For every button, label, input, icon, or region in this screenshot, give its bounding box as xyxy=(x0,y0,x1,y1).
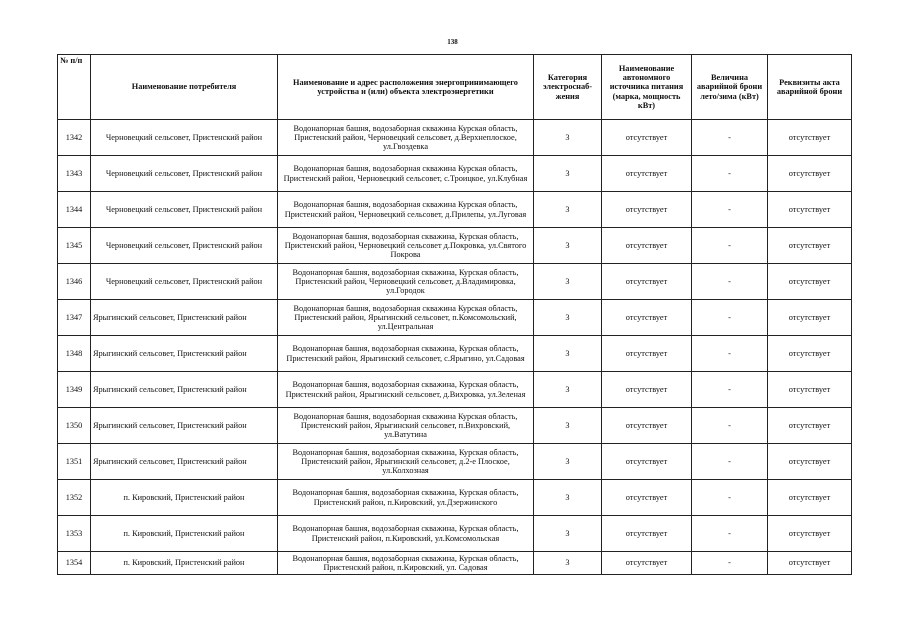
cell-source: отсутствует xyxy=(602,444,692,480)
cell-consumer: Ярыгинский сельсовет, Пристенский район xyxy=(91,408,278,444)
cell-address: Водонапорная башня, водозаборная скважина Курская область, Пристенский район, Черновецкий сельсовет, д.Прилепы, ул.Луговая xyxy=(278,192,534,228)
cell-consumer: п. Кировский, Пристенский район xyxy=(91,516,278,552)
header-num: № п/п xyxy=(58,55,91,120)
cell-value: - xyxy=(692,444,768,480)
cell-source: отсутствует xyxy=(602,552,692,575)
cell-category: 3 xyxy=(534,444,602,480)
table-row xyxy=(58,552,852,575)
cell-category: 3 xyxy=(534,156,602,192)
cell-num: 1347 xyxy=(58,300,91,336)
table-row xyxy=(58,408,852,444)
cell-address: Водонапорная башня, водозаборная скважина, Курская область, Пристенский район, Черновецкий сельсовет, д.Владимировка, ул.Городок xyxy=(278,264,534,300)
cell-num: 1354 xyxy=(58,552,91,575)
cell-num: 1351 xyxy=(58,444,91,480)
header-requisites: Реквизиты акта аварийной брони xyxy=(768,55,852,120)
cell-requisites: отсутствует xyxy=(768,300,852,336)
cell-requisites: отсутствует xyxy=(768,264,852,300)
cell-address: Водонапорная башня, водозаборная скважина, Курская область, Пристенский район, Черновецкий сельсовет д.Покровка, ул.Святого Покрова xyxy=(278,228,534,264)
cell-address: Водонапорная башня, водозаборная скважина Курская область, Пристенский район, Черновецкий сельсовет, д.Верхнеплоское, ул.Гвоздевка xyxy=(278,120,534,156)
cell-category: 3 xyxy=(534,300,602,336)
cell-category: 3 xyxy=(534,120,602,156)
cell-num: 1345 xyxy=(58,228,91,264)
cell-requisites: отсутствует xyxy=(768,336,852,372)
cell-requisites: отсутствует xyxy=(768,228,852,264)
cell-source: отсутствует xyxy=(602,336,692,372)
cell-consumer: Черновецкий сельсовет, Пристенский район xyxy=(91,120,278,156)
cell-num: 1348 xyxy=(58,336,91,372)
cell-value: - xyxy=(692,120,768,156)
cell-requisites: отсутствует xyxy=(768,516,852,552)
header-value: Величина аварийной брони лето/зима (кВт) xyxy=(692,55,768,120)
cell-num: 1352 xyxy=(58,480,91,516)
cell-consumer: Ярыгинский сельсовет, Пристенский район xyxy=(91,372,278,408)
header-consumer: Наименование потребителя xyxy=(91,55,278,120)
cell-source: отсутствует xyxy=(602,480,692,516)
cell-value: - xyxy=(692,264,768,300)
energy-reserve-table xyxy=(57,54,852,575)
table-row xyxy=(58,300,852,336)
table-row xyxy=(58,156,852,192)
table-row xyxy=(58,336,852,372)
cell-address: Водонапорная башня, водозаборная скважина, Курская область, Пристенский район, п.Кировский, ул.Комсомольская xyxy=(278,516,534,552)
cell-category: 3 xyxy=(534,192,602,228)
cell-value: - xyxy=(692,228,768,264)
cell-value: - xyxy=(692,300,768,336)
cell-requisites: отсутствует xyxy=(768,480,852,516)
cell-category: 3 xyxy=(534,336,602,372)
cell-consumer: п. Кировский, Пристенский район xyxy=(91,480,278,516)
cell-source: отсутствует xyxy=(602,300,692,336)
cell-address: Водонапорная башня, водозаборная скважина, Курская область, Пристенский район, Ярыгинский сельсовет, с.Ярыгино, ул.Садовая xyxy=(278,336,534,372)
cell-consumer: Черновецкий сельсовет, Пристенский район xyxy=(91,228,278,264)
table-header-row xyxy=(58,55,852,120)
table-row xyxy=(58,516,852,552)
cell-consumer: Ярыгинский сельсовет, Пристенский район xyxy=(91,300,278,336)
cell-requisites: отсутствует xyxy=(768,120,852,156)
cell-source: отсутствует xyxy=(602,192,692,228)
cell-num: 1342 xyxy=(58,120,91,156)
cell-address: Водонапорная башня, водозаборная скважина, Курская область, Пристенский район, п.Кировский, ул. Садовая xyxy=(278,552,534,575)
header-address: Наименование и адрес расположения энергопринимающего устройства и (или) объекта электроэнергетики xyxy=(278,55,534,120)
cell-source: отсутствует xyxy=(602,120,692,156)
cell-value: - xyxy=(692,408,768,444)
cell-address: Водонапорная башня, водозаборная скважина, Курская область, Пристенский район, Ярыгинский сельсовет, д.2-е Плоское, ул.Колхозная xyxy=(278,444,534,480)
cell-consumer: Ярыгинский сельсовет, Пристенский район xyxy=(91,444,278,480)
table-row xyxy=(58,264,852,300)
header-category: Категория электроснаб-жения xyxy=(534,55,602,120)
cell-num: 1353 xyxy=(58,516,91,552)
cell-source: отсутствует xyxy=(602,408,692,444)
cell-source: отсутствует xyxy=(602,372,692,408)
cell-address: Водонапорная башня, водозаборная скважина Курская область, Пристенский район, Ярыгинский сельсовет, п.Вихровский, ул.Ватутина xyxy=(278,408,534,444)
cell-consumer: Ярыгинский сельсовет, Пристенский район xyxy=(91,336,278,372)
table-row xyxy=(58,192,852,228)
cell-value: - xyxy=(692,372,768,408)
cell-category: 3 xyxy=(534,480,602,516)
cell-category: 3 xyxy=(534,264,602,300)
cell-category: 3 xyxy=(534,552,602,575)
table-row xyxy=(58,444,852,480)
cell-consumer: Черновецкий сельсовет, Пристенский район xyxy=(91,156,278,192)
cell-value: - xyxy=(692,516,768,552)
page-number: 138 xyxy=(447,38,458,46)
cell-value: - xyxy=(692,156,768,192)
cell-category: 3 xyxy=(534,516,602,552)
table-row xyxy=(58,228,852,264)
cell-requisites: отсутствует xyxy=(768,372,852,408)
table-row xyxy=(58,372,852,408)
cell-address: Водонапорная башня, водозаборная скважина, Курская область, Пристенский район, п.Кировский, ул.Дзержинского xyxy=(278,480,534,516)
cell-requisites: отсутствует xyxy=(768,192,852,228)
cell-address: Водонапорная башня, водозаборная скважина Курская область, Пристенский район, Ярыгинский сельсовет, п.Комсомольский, ул.Центральная xyxy=(278,300,534,336)
cell-value: - xyxy=(692,336,768,372)
cell-consumer: Черновецкий сельсовет, Пристенский район xyxy=(91,192,278,228)
cell-value: - xyxy=(692,480,768,516)
cell-source: отсутствует xyxy=(602,228,692,264)
cell-num: 1343 xyxy=(58,156,91,192)
cell-requisites: отсутствует xyxy=(768,156,852,192)
cell-category: 3 xyxy=(534,408,602,444)
table-row xyxy=(58,480,852,516)
cell-requisites: отсутствует xyxy=(768,408,852,444)
cell-category: 3 xyxy=(534,372,602,408)
cell-consumer: п. Кировский, Пристенский район xyxy=(91,552,278,575)
table-row xyxy=(58,120,852,156)
cell-address: Водонапорная башня, водозаборная скважина Курская область, Пристенский район, Черновецкий сельсовет, с.Троицкое, ул.Клубная xyxy=(278,156,534,192)
header-source: Наименование автономного источника питания (марка, мощность кВт) xyxy=(602,55,692,120)
cell-address: Водонапорная башня, водозаборная скважина, Курская область, Пристенский район, Ярыгинский сельсовет, д.Вихровка, ул.Зеленая xyxy=(278,372,534,408)
cell-value: - xyxy=(692,192,768,228)
cell-num: 1344 xyxy=(58,192,91,228)
cell-category: 3 xyxy=(534,228,602,264)
cell-num: 1350 xyxy=(58,408,91,444)
cell-consumer: Черновецкий сельсовет, Пристенский район xyxy=(91,264,278,300)
cell-num: 1346 xyxy=(58,264,91,300)
cell-source: отсутствует xyxy=(602,264,692,300)
cell-requisites: отсутствует xyxy=(768,444,852,480)
cell-value: - xyxy=(692,552,768,575)
cell-source: отсутствует xyxy=(602,516,692,552)
cell-num: 1349 xyxy=(58,372,91,408)
cell-requisites: отсутствует xyxy=(768,552,852,575)
cell-source: отсутствует xyxy=(602,156,692,192)
